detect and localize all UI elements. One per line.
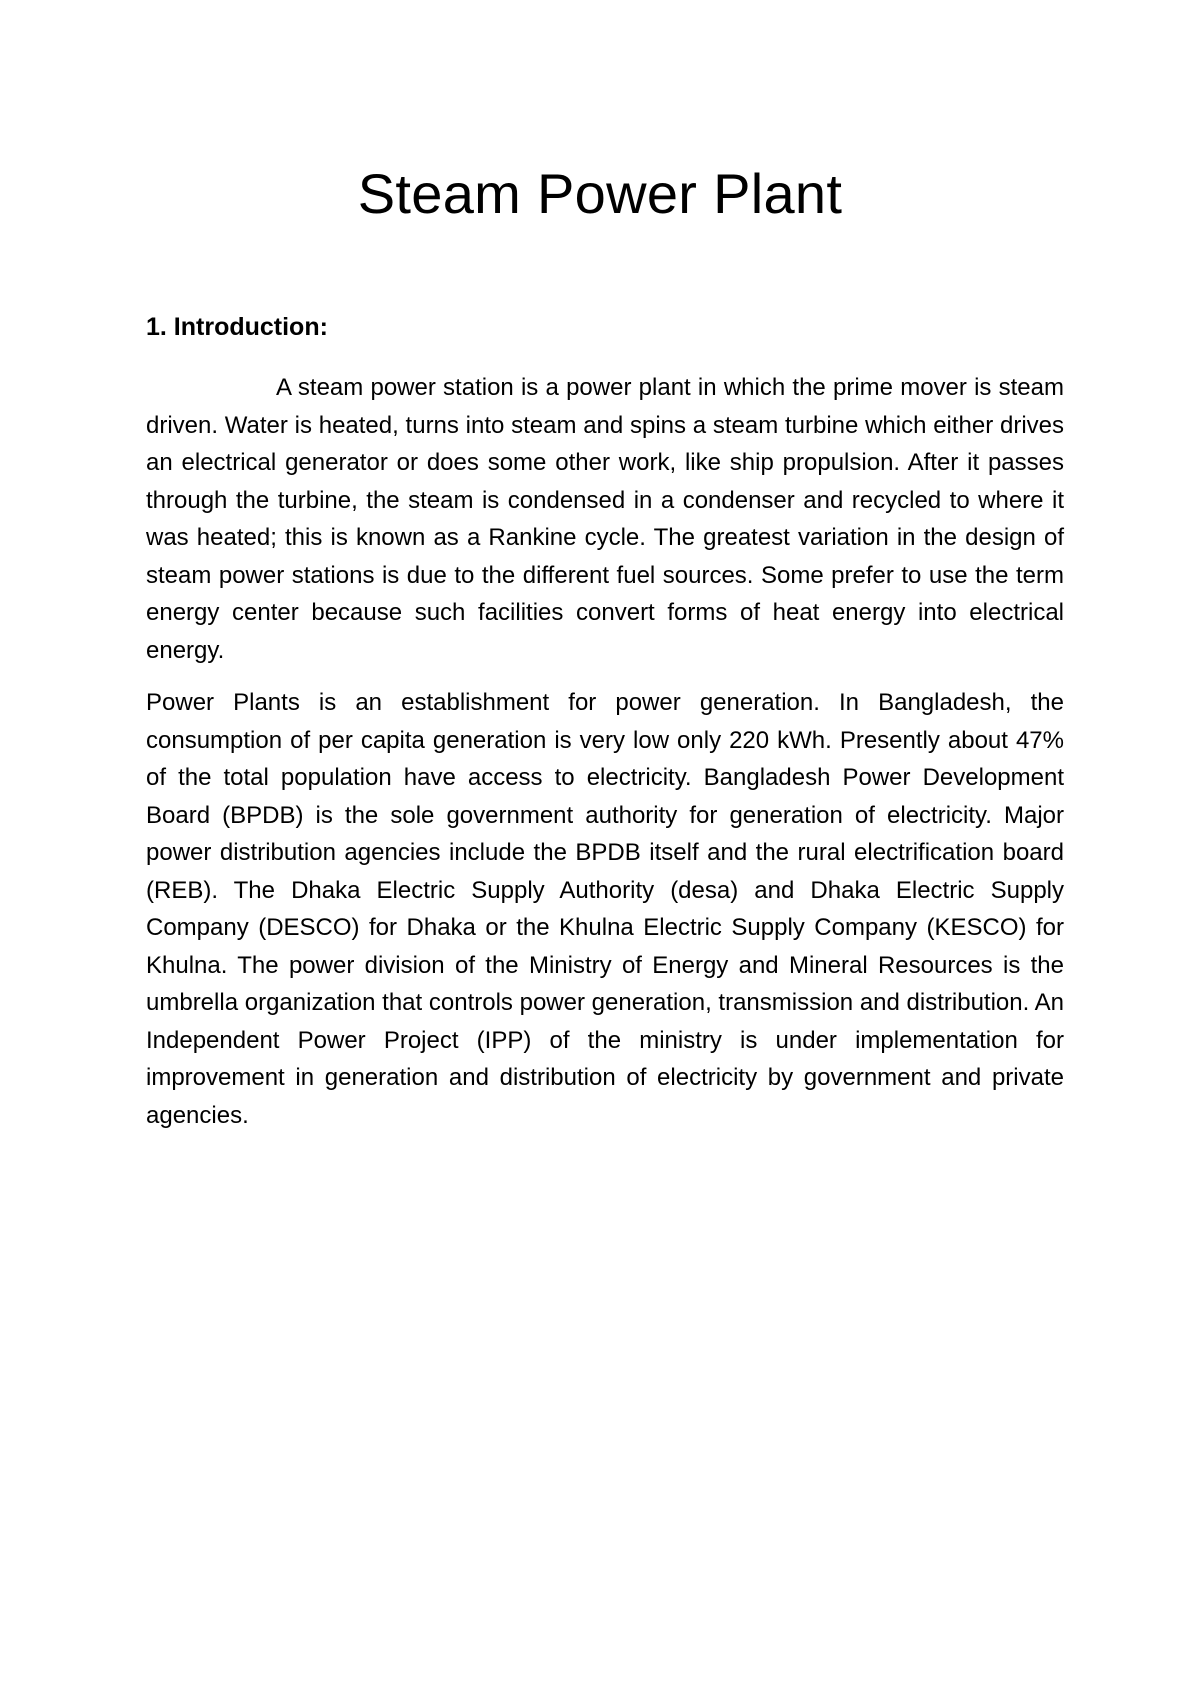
paragraph-steam-power-station: A steam power station is a power plant in which the prime mover is steam driven. Water is heated, turns into steam and spins a steam turbine which either drives an electrical generator or does some other work, like ship propulsion. After it passes through the turbine, the steam is condensed in a condenser and recycled to where it was heated; this is known as a Rankine cycle. The greatest variation in the design of steam power stations is due to the different fuel sources. Some prefer to use the term energy center because such facilities convert forms of heat energy into electrical energy.: [146, 374, 1064, 664]
page-title: Steam Power Plant: [357, 162, 843, 225]
section-heading-introduction: 1. Introduction:: [146, 313, 328, 341]
paragraph-power-plants-bangladesh: Power Plants is an establishment for power generation. In Bangladesh, the consumption of per capita generation is very low only 220 kWh. Presently about 47% of the total population have access to electricity. Bangladesh Power Development Board (BPDB) is the sole government authority for generation of electricity. Major power distribution agencies include the BPDB itself and the rural electrification board (REB). The Dhaka Electric Supply Authority (desa) and Dhaka Electric Supply Company (DESCO) for Dhaka or the Khulna Electric Supply Company (KESCO) for Khulna. The power division of the Ministry of Energy and Mineral Resources is the umbrella organization that controls power generation, transmission and distribution. An Independent Power Project (IPP) of the ministry is under implementation for improvement in generation and distribution of electricity by government and private agencies.: [146, 689, 1064, 1129]
